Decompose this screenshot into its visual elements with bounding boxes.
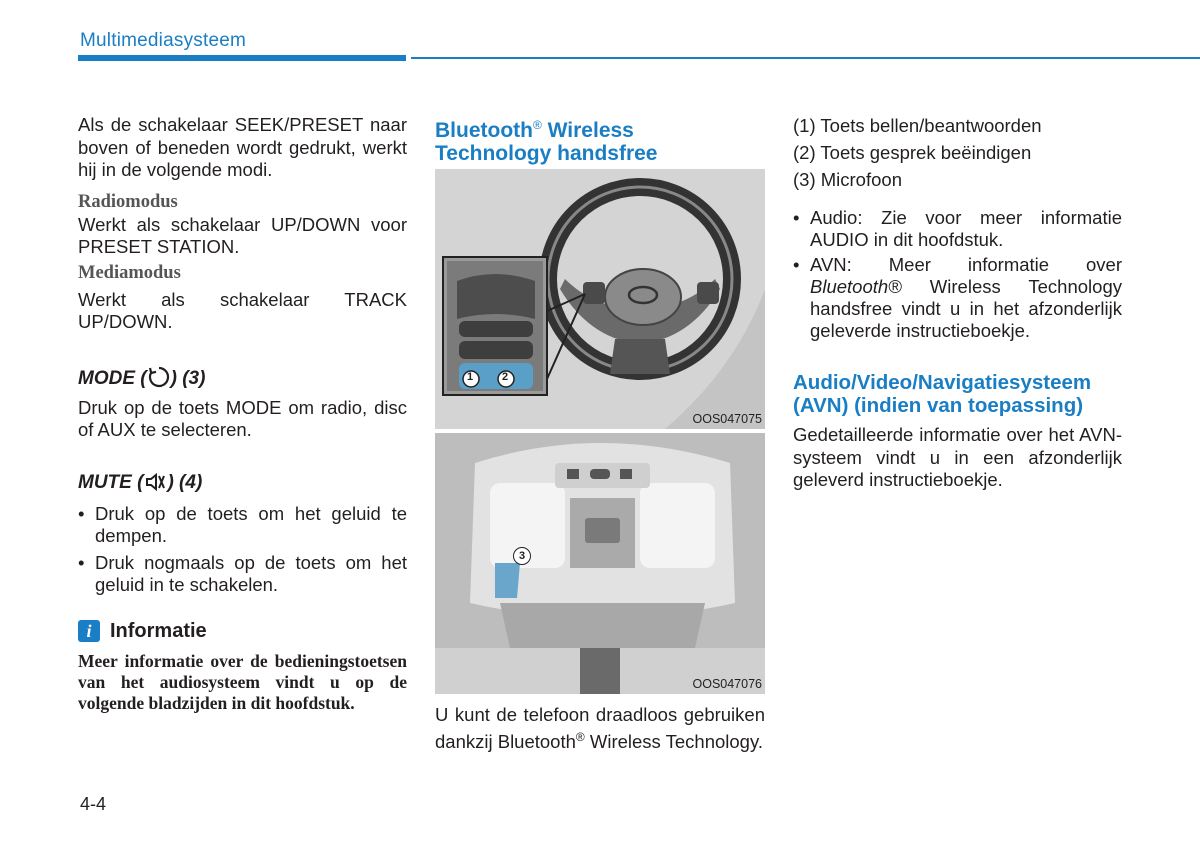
bluetooth-heading: Bluetooth® Wireless Technology handsfree	[435, 118, 658, 165]
bluetooth-body: U kunt de telefoon draadloos gebruiken dankzij Bluetooth® Wireless Technology.	[435, 704, 765, 753]
column-left	[78, 114, 407, 714]
figure2-code: OOS047076	[692, 677, 762, 691]
mode-heading: MODE ( ) (3)	[78, 366, 407, 395]
numbered-item-2: (2) Toets gesprek beëindigen	[793, 142, 1032, 163]
info-text: Meer informatie over de bedieningstoetsen van het audiosysteem vindt u op de volgende bladzijden in dit hoofdstuk.	[78, 650, 407, 713]
figure1-code: OOS047075	[692, 412, 762, 426]
steering-wheel-illustration	[435, 169, 765, 429]
numbered-item-3: (3) Microfoon	[793, 169, 902, 190]
media-heading: Mediamodus	[78, 262, 181, 283]
overhead-console-illustration	[435, 433, 765, 694]
media-text: Werkt als schakelaar TRACK UP/DOWN.	[78, 288, 407, 332]
callout-2: 2	[502, 371, 509, 383]
mute-heading: MUTE ( ) (4)	[78, 471, 407, 499]
info-icon: i	[78, 620, 100, 642]
header-rule-thin	[411, 57, 1200, 59]
bullet-audio: • Audio: Zie voor meer informatie AUDIO in dit hoofdstuk.	[793, 207, 1122, 251]
callout-3: 3	[513, 547, 531, 565]
column-right	[793, 114, 1122, 492]
avn-text: Gedetailleerde informatie over het AVN-systeem vindt u in een afzonderlijk geleverd instructieboekje.	[793, 424, 1122, 490]
mute-icon	[144, 472, 166, 499]
numbered-item-1: (1) Toets bellen/beantwoorden	[793, 115, 1042, 136]
steering-wheel-figure	[435, 169, 765, 429]
info-title: Informatie	[110, 619, 207, 642]
info-header	[78, 620, 407, 643]
radio-heading: Radiomodus	[78, 191, 178, 212]
column-middle	[435, 114, 765, 753]
header-rule-thick	[78, 55, 406, 61]
radio-text: Werkt als schakelaar UP/DOWN voor PRESET STATION.	[78, 213, 407, 257]
mode-text: Druk op de toets MODE om radio, disc of AUX te selecteren.	[78, 396, 407, 440]
section-title: Multimediasysteem	[80, 30, 247, 51]
bullet-avn: • AVN: Meer informatie over Bluetooth® Wireless Technology handsfree vindt u in het afzonderlijk geleverde instructieboekje.	[793, 254, 1122, 342]
mute-bullet-1: • Druk op de toets om het geluid te dempen.	[78, 503, 407, 547]
page-number: 4-4	[80, 794, 107, 814]
intro-paragraph: Als de schakelaar SEEK/PRESET naar boven of beneden wordt gedrukt, werkt hij in de volgende modi.	[78, 114, 407, 180]
overhead-console-figure	[435, 433, 765, 694]
avn-heading: Audio/Video/Navigatiesysteem (AVN) (indien van toepassing)	[793, 371, 1092, 417]
mute-bullet-2: • Druk nogmaals op de toets om het geluid in te schakelen.	[78, 552, 407, 596]
mode-icon	[148, 366, 170, 395]
callout-1: 1	[467, 371, 474, 383]
